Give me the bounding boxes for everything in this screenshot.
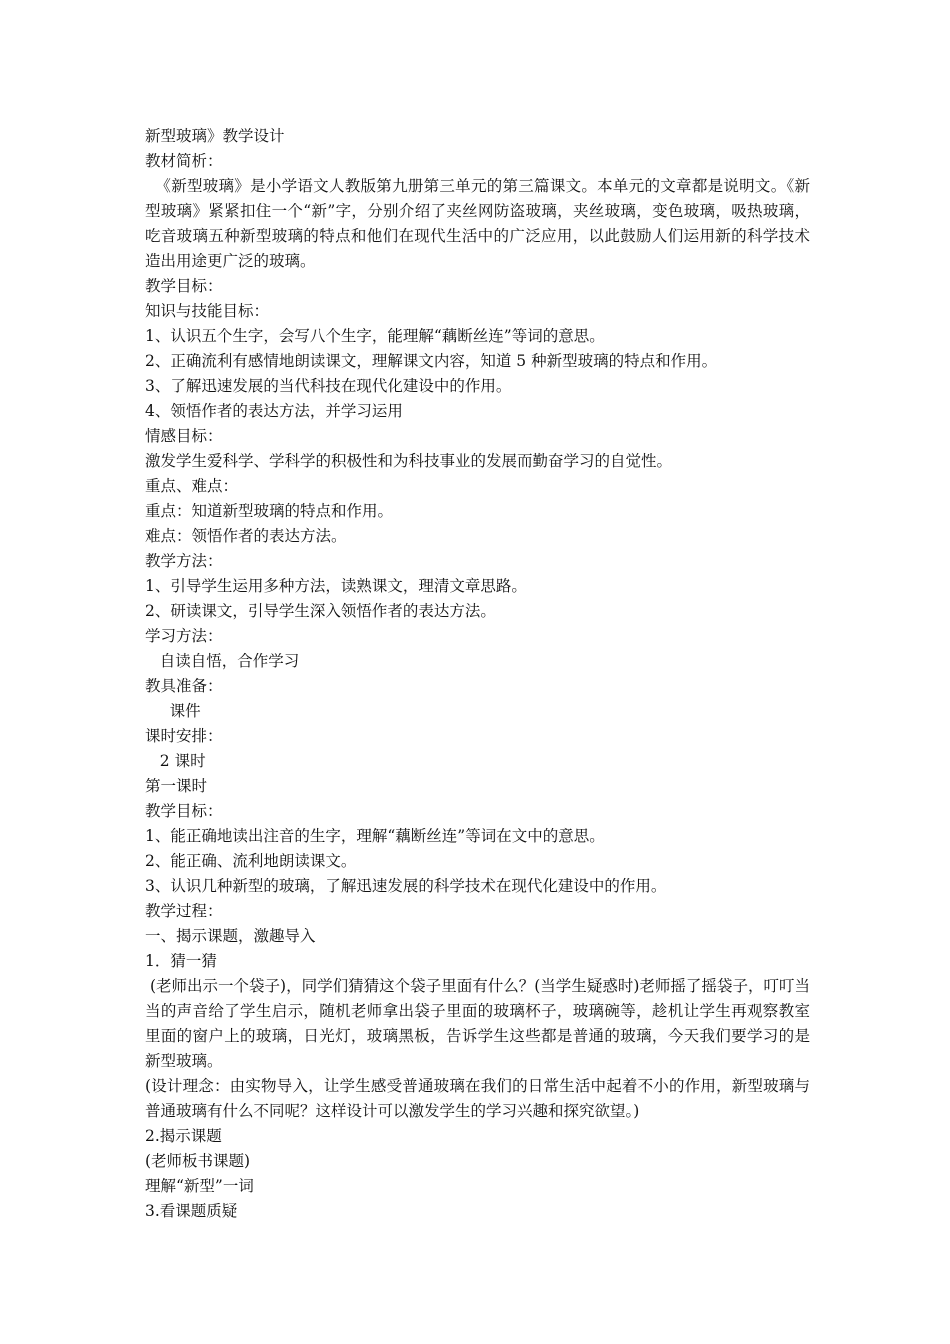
teaching-aids-text: 课件	[145, 702, 201, 720]
section-heading-teaching-goals: 教学目标：	[145, 277, 223, 295]
process-step-question-title: 3.看课题质疑	[145, 1202, 238, 1220]
list-item-lesson-goal-2: 2、能正确、流利地朗读课文。	[145, 852, 357, 870]
document-title: 新型玻璃》教学设计	[145, 127, 285, 145]
key-point-text: 重点：知道新型玻璃的特点和作用。	[145, 502, 394, 520]
list-item-lesson-goal-3: 3、认识几种新型的玻璃，了解迅速发展的科学技术在现代化建设中的作用。	[145, 877, 667, 895]
section-heading-key-points: 重点、难点：	[145, 477, 239, 495]
paragraph-textbook-analysis: 《新型玻璃》是小学语文人教版第九册第三单元的第三篇课文。本单元的文章都是说明文。《新型玻璃》紧紧扣住一个“新”字，分别介绍了夹丝网防盗玻璃，夹丝玻璃，变色玻璃，吸热玻璃，吃音玻璃五种新型玻璃的特点和他们在现代生活中的广泛应用，以此鼓励人们运用新的科学技术造出用途更广泛的玻璃。	[145, 177, 810, 270]
section-heading-teaching-methods: 教学方法：	[145, 552, 223, 570]
section-heading-schedule: 课时安排：	[145, 727, 223, 745]
paragraph-emotion-goals: 激发学生爱科学、学科学的积极性和为科技事业的发展而勤奋学习的自觉性。	[145, 452, 673, 470]
paragraph-design-concept: (设计理念：由实物导入，让学生感受普通玻璃在我们的日常生活中起着不小的作用，新型玻璃与普通玻璃有什么不同呢？这样设计可以激发学生的学习兴趣和探究欲望。)	[145, 1077, 810, 1120]
process-step-1-heading: 一、揭示课题，激趣导入	[145, 927, 316, 945]
subheading-lesson-goals: 教学目标：	[145, 802, 223, 820]
section-heading-textbook-analysis: 教材简析：	[145, 152, 223, 170]
paragraph-guess-activity: (老师出示一个袋子)，同学们猜猜这个袋子里面有什么？(当学生疑惑时)老师摇了摇袋子，叮叮当当的声音给了学生启示，随机老师拿出袋子里面的玻璃杯子，玻璃碗等，趁机让学生再观察教室里面的窗户上的玻璃，日光灯，玻璃黑板，告诉学生这些都是普通的玻璃，今天我们要学习的是新型玻璃。	[145, 977, 810, 1070]
list-item-goal-4: 4、领悟作者的表达方法，并学习运用	[145, 402, 403, 420]
process-step-reveal-title: 2.揭示课题	[145, 1127, 222, 1145]
subheading-teaching-process: 教学过程：	[145, 902, 223, 920]
learning-methods-text: 自读自悟，合作学习	[145, 652, 300, 670]
section-heading-teaching-aids: 教具准备：	[145, 677, 223, 695]
process-step-board-title: (老师板书课题)	[145, 1152, 251, 1170]
difficult-point-text: 难点：领悟作者的表达方法。	[145, 527, 347, 545]
list-item-goal-2: 2、正确流利有感情地朗读课文，理解课文内容，知道 5 种新型玻璃的特点和作用。	[145, 352, 718, 370]
schedule-text: 2 课时	[145, 752, 206, 770]
section-heading-first-lesson: 第一课时	[145, 777, 208, 795]
process-step-guess-heading: 1．猜一猜	[145, 952, 217, 970]
list-item-method-1: 1、引导学生运用多种方法，读熟课文，理清文章思路。	[145, 577, 527, 595]
subheading-emotion-goals: 情感目标：	[145, 427, 223, 445]
section-heading-learning-methods: 学习方法：	[145, 627, 223, 645]
list-item-goal-3: 3、了解迅速发展的当代科技在现代化建设中的作用。	[145, 377, 512, 395]
subheading-knowledge-skills: 知识与技能目标：	[145, 302, 270, 320]
list-item-lesson-goal-1: 1、能正确地读出注音的生字，理解“藕断丝连”等词在文中的意思。	[145, 827, 605, 845]
list-item-goal-1: 1、认识五个生字，会写八个生字，能理解“藕断丝连”等词的意思。	[145, 327, 605, 345]
document-body	[145, 124, 810, 1224]
list-item-method-2: 2、研读课文，引导学生深入领悟作者的表达方法。	[145, 602, 496, 620]
process-step-understand-word: 理解“新型”一词	[145, 1177, 254, 1195]
